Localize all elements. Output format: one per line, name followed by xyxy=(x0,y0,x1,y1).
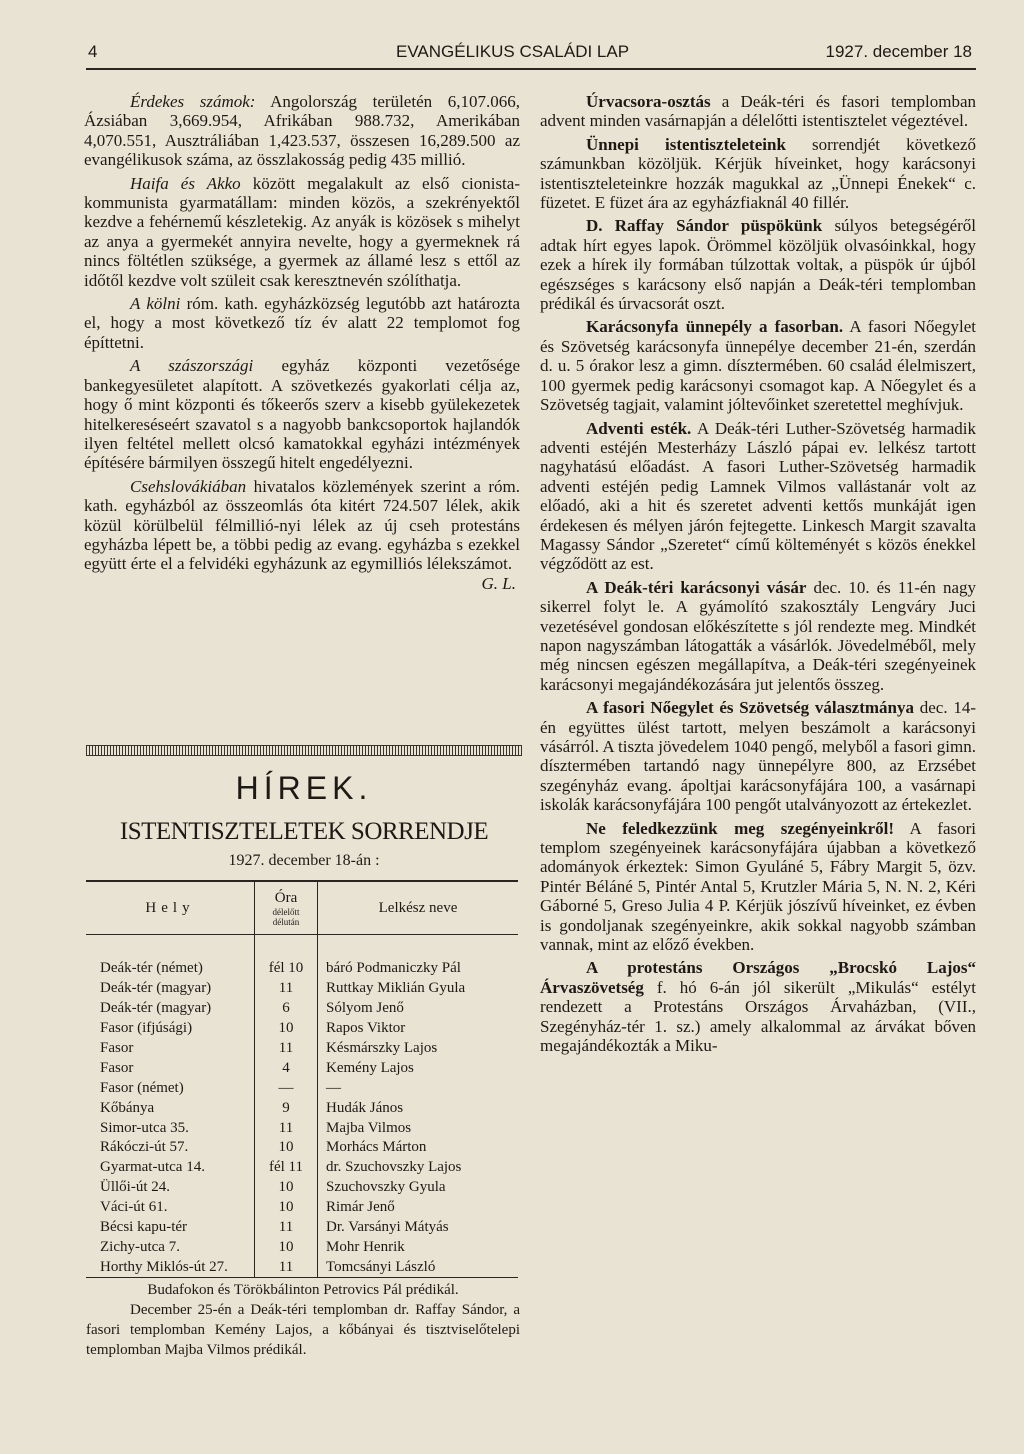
cell-hour: fél 11 xyxy=(255,1158,318,1178)
article-koln: A kölni róm. kath. egyházközség legutóbb azt határozta el, hogy a most következő tíz év alatt 22 templomot fog építtetni. xyxy=(84,294,521,352)
col-header-hour: Óra délelőtt délután xyxy=(255,881,318,935)
news-christmas-tree: Karácsonyfa ünnepély a fasorban. A fasori Nőegylet és Szövetség karácsonyfa ünnepélye december 21-én, szerdán d. u. 5 órakor lesz a gimn. dísztermében. 60 család élelmiszert, 100 gyermek pedig karácsonyi csomagot kap. A Nőegylet és a Szövetség tagjait, valamint jóltevőinket szeretettel meghívjuk. xyxy=(540,317,977,415)
right-column xyxy=(540,92,976,1060)
cell-minister: Sólyom Jenő xyxy=(326,1000,404,1017)
cell-minister: Kemény Lajos xyxy=(326,1059,414,1076)
col-header-minister: Lelkész neve xyxy=(318,881,519,935)
cell-place: Gyarmat-utca 14. xyxy=(100,1159,205,1176)
cell-minister: Hudák János xyxy=(326,1099,404,1116)
news-bishop: D. Raffay Sándor püspökünk súlyos betegségéről adtak hírt egyes lapok. Örömmel közöljük olvasóinkkal, hogy ezek a hírek ily formában túlzottak voltak, a püspök úr újból egészséges s karácsony első napján a Deák-téri templomban prédikál és úrvacsorát oszt. xyxy=(540,216,977,314)
news-communion: Úrvacsora-osztás a Deák-téri és fasori templomban advent minden vasárnapján a délelőtti istentisztelet végeztével. xyxy=(540,92,976,131)
cell-minister: báró Podmaniczky Pál xyxy=(326,960,461,977)
article-numbers: Érdekes számok: Angolország területén 6,107.066, Ázsiában 3,669.954, Afrikában 988.732, Amerikában 4,070.551, Ausztráliában 1,423.537, összesen 16,289.500 az evangélikusok száma, az összlakosság pedig 435 millió. xyxy=(84,92,520,170)
article-czechoslovakia: Csehslovákiában hivatalos közlemények szerint a róm. kath. egyházból az összeomlás óta kitért 724.507 lélek, akik közül körülbelül félmillió-nyi lélek az új cseh protestáns egyházba lépett be, a többi pedig az evang. egyházba s ezekkel együtt érte el a felvidéki egyházunk az egymilliós lélekszámot. G. L. xyxy=(84,476,520,593)
table-row xyxy=(86,1058,518,1078)
cell-minister: Szuchovszky Gyula xyxy=(326,1179,446,1196)
cell-minister: dr. Szuchovszky Lajos xyxy=(326,1159,462,1176)
news-christmas-fair: A Deák-téri karácsonyi vásár dec. 10. és 11-én nagy sikerrel folyt le. A gyámolító szakosztály Lengváry Juci vezetésével gondosan előkészítette s jól rendezte meg. Mindkét napon nagyszámban látogatták a vásárlók. Jövedelméből, mely még nincsen egészen megállapítva, a Deák-téri szegényeinek karácsonyi megajándékozására jut jelentős összeg. xyxy=(540,577,976,694)
cell-minister: — xyxy=(326,1079,341,1096)
news-advent-evenings: Adventi esték. A Deák-téri Luther-Szövetség harmadik adventi estéjén Mesterházy László pápai ev. lelkész tartott nagyhatású előadást. A fasori Luther-Szövetség harmadik adventi estéjén pedig Lamnek Vilmos vallástanár volt az előadó, aki a hit és szeretet adventi kettős munkáját igen érdekesen és mélyen járón fejtegette. Linkesch Margit szavalta Magassy Sándor „Szeretet“ című költeményét s közös énekkel végződött az est. xyxy=(540,418,976,574)
news-donations: Ne feledkezzünk meg szegényeinkről! A fasori templom szegényeinek karácsonyfájára újabban a következő adományok érkeztek: Simon Gyuláné 5, Fábry Margit 5, özv. Pintér Béláné 5, Pintér Antal 5, Krutzler Mária 5, N. N. 2, Kéri Gáborné 5, Greso Julia 4 P. Kérjük jószívű híveinket, ez évben is gondoljanak szegényeinkre, akik sokkal nagyobb számban vannak, mint az előző években. xyxy=(540,818,977,955)
table-row xyxy=(86,1098,518,1118)
col-header-place: Hely xyxy=(86,881,255,935)
cell-hour: 9 xyxy=(255,1098,318,1118)
cell-hour: 10 xyxy=(255,1198,318,1218)
header-rule xyxy=(86,68,976,70)
cell-place: Fasor (ifjúsági) xyxy=(100,1020,193,1037)
table-row xyxy=(86,1019,518,1039)
cell-hour: 4 xyxy=(255,1058,318,1078)
page-number: 4 xyxy=(88,42,98,61)
table-row xyxy=(86,1078,518,1098)
cell-hour: 11 xyxy=(255,1257,318,1277)
cell-place: Fasor (német) xyxy=(100,1079,184,1096)
table-row xyxy=(86,999,518,1019)
page-header xyxy=(86,42,976,68)
cell-place: Deák-tér (magyar) xyxy=(100,980,212,997)
cell-place: Horthy Miklós-út 27. xyxy=(86,1257,255,1277)
table-row xyxy=(86,979,518,999)
cell-hour: 11 xyxy=(255,1039,318,1059)
left-column xyxy=(84,92,520,593)
cell-place: Simor-utca 35. xyxy=(100,1119,189,1136)
table-row xyxy=(86,1118,518,1138)
cell-hour: 10 xyxy=(255,1138,318,1158)
cell-hour: 10 xyxy=(255,1019,318,1039)
table-row xyxy=(86,1237,518,1257)
cell-hour: 10 xyxy=(255,1237,318,1257)
news-heading: HÍREK. xyxy=(235,770,373,806)
cell-place: Rákóczi-út 57. xyxy=(100,1139,189,1156)
cell-place: Fasor xyxy=(100,1059,134,1076)
cell-minister: Morhács Márton xyxy=(326,1139,427,1156)
service-schedule-table xyxy=(86,880,518,1278)
cell-hour: 6 xyxy=(255,999,318,1019)
table-row xyxy=(86,1158,518,1178)
cell-hour: — xyxy=(255,1078,318,1098)
cell-hour: 11 xyxy=(255,979,318,999)
table-row xyxy=(86,1218,518,1238)
cell-hour: fél 10 xyxy=(255,935,318,979)
note-december-25: December 25-én a Deák-téri templomban dr. Raffay Sándor, a fasori templomban Kemény Lajos, a kőbányai és tisztviselőtelepi templomban Majba Vilmos prédikál. xyxy=(86,1302,520,1358)
cell-hour: 11 xyxy=(255,1218,318,1238)
article-haifa: Haifa és Akko között megalakult az első cionista-kommunista gyarmatállam: minden közös, a szekrényektől kezdve a fehérnemű készletekig. Az anyák is közösek s mihelyt az anya a gyermekét annyira nevelte, hogy a gyermeknek rá nincs föltétlen szüksége, a gyermek az államé lesz s ettől az időtől kezdve volt szüleit csak keresztnevén szólíthatja. xyxy=(84,173,520,290)
cell-place: Deák-tér (német) xyxy=(100,960,203,977)
table-row xyxy=(86,935,518,979)
table-row xyxy=(86,1198,518,1218)
issue-date: 1927. december 18 xyxy=(825,42,972,61)
table-row xyxy=(86,1178,518,1198)
cell-minister: Ruttkay Miklián Gyula xyxy=(326,980,466,997)
table-row xyxy=(86,1039,518,1059)
cell-minister: Rimár Jenő xyxy=(326,1199,395,1216)
cell-place: Bécsi kapu-tér xyxy=(100,1219,188,1236)
decorative-divider xyxy=(86,745,522,756)
cell-place: Kőbánya xyxy=(100,1099,155,1116)
schedule-title: ISTENTISZTELETEK SORRENDJE xyxy=(119,818,489,845)
table-row xyxy=(86,1138,518,1158)
cell-hour: 10 xyxy=(255,1178,318,1198)
article-saxony: A szászországi egyház központi vezetősége bankegyesületet alapított. A szövetkezés gyakorlati célja az, hogy ő mint központi és tőkeerős szerv a kisebb gyülekezetek hitelkereséseért szavatol s a nagyobb bankcsoportok hajlandók ilyen feltétel mellett olcsó kamatokkal egyházi intézmények építésére bármilyen összegű hitelt engedélyezni. xyxy=(84,356,520,473)
cell-place: Deák-tér (magyar) xyxy=(100,1000,212,1017)
note-budafok: Budafokon és Törökbálinton Petrovics Pál prédikál. xyxy=(147,1282,459,1298)
table-row xyxy=(86,1257,518,1277)
news-committee: A fasori Nőegylet és Szövetség választmánya dec. 14-én együttes ülést tartott, melyen beszámolt a karácsonyi vásárról. A tiszta jövedelem 1040 pengő, melyből a fasori gimn. dísztermében tartandó nagy ünnepélyre 800, az Erzsébet szegényház evang. ápoltjai karácsonyfájára 100, a vasárnapi iskolák karácsonyfájára 100 pengőt utalványozott az értekezlet. xyxy=(540,698,977,815)
signature: G. L. xyxy=(481,573,516,593)
cell-place: Fasor xyxy=(100,1040,134,1056)
cell-minister: Késmárszky Lajos xyxy=(326,1040,438,1056)
cell-minister: Dr. Varsányi Mátyás xyxy=(326,1219,449,1236)
news-orphans: A protestáns Országos „Brocskó Lajos“ Árvaszövetség f. hó 6-án jól sikerült „Mikulás“ estélyt rendezett a Protestáns Országos Árvaházban, (VII., Szegényház-tér 1. sz.) amely alkalommal az árvákat bőven megajándékozták a Miku- xyxy=(540,958,976,1056)
publication-title: EVANGÉLIKUS CSALÁDI LAP xyxy=(396,42,630,61)
cell-minister: Rapos Viktor xyxy=(326,1020,406,1037)
news-holiday-services: Ünnepi istentiszteleteink sorrendjét következő számunkban közöljük. Kérjük híveinket, hogy karácsonyi istentiszteleteinkre hozzák magukkal az „Ünnepi Énekek“ c. füzetet. E füzet ára az egyházfiaknál 40 fillér. xyxy=(540,134,976,213)
cell-place: Váci-út 61. xyxy=(100,1199,168,1216)
cell-hour: 11 xyxy=(255,1118,318,1138)
schedule-date: 1927. december 18-án : xyxy=(228,852,380,869)
cell-minister: Mohr Henrik xyxy=(326,1238,405,1255)
cell-minister: Tomcsányi László xyxy=(318,1257,519,1277)
cell-minister: Majba Vilmos xyxy=(326,1119,412,1136)
schedule-notes xyxy=(86,1280,520,1360)
cell-place: Üllői-út 24. xyxy=(100,1179,170,1196)
cell-place: Zichy-utca 7. xyxy=(100,1238,180,1255)
